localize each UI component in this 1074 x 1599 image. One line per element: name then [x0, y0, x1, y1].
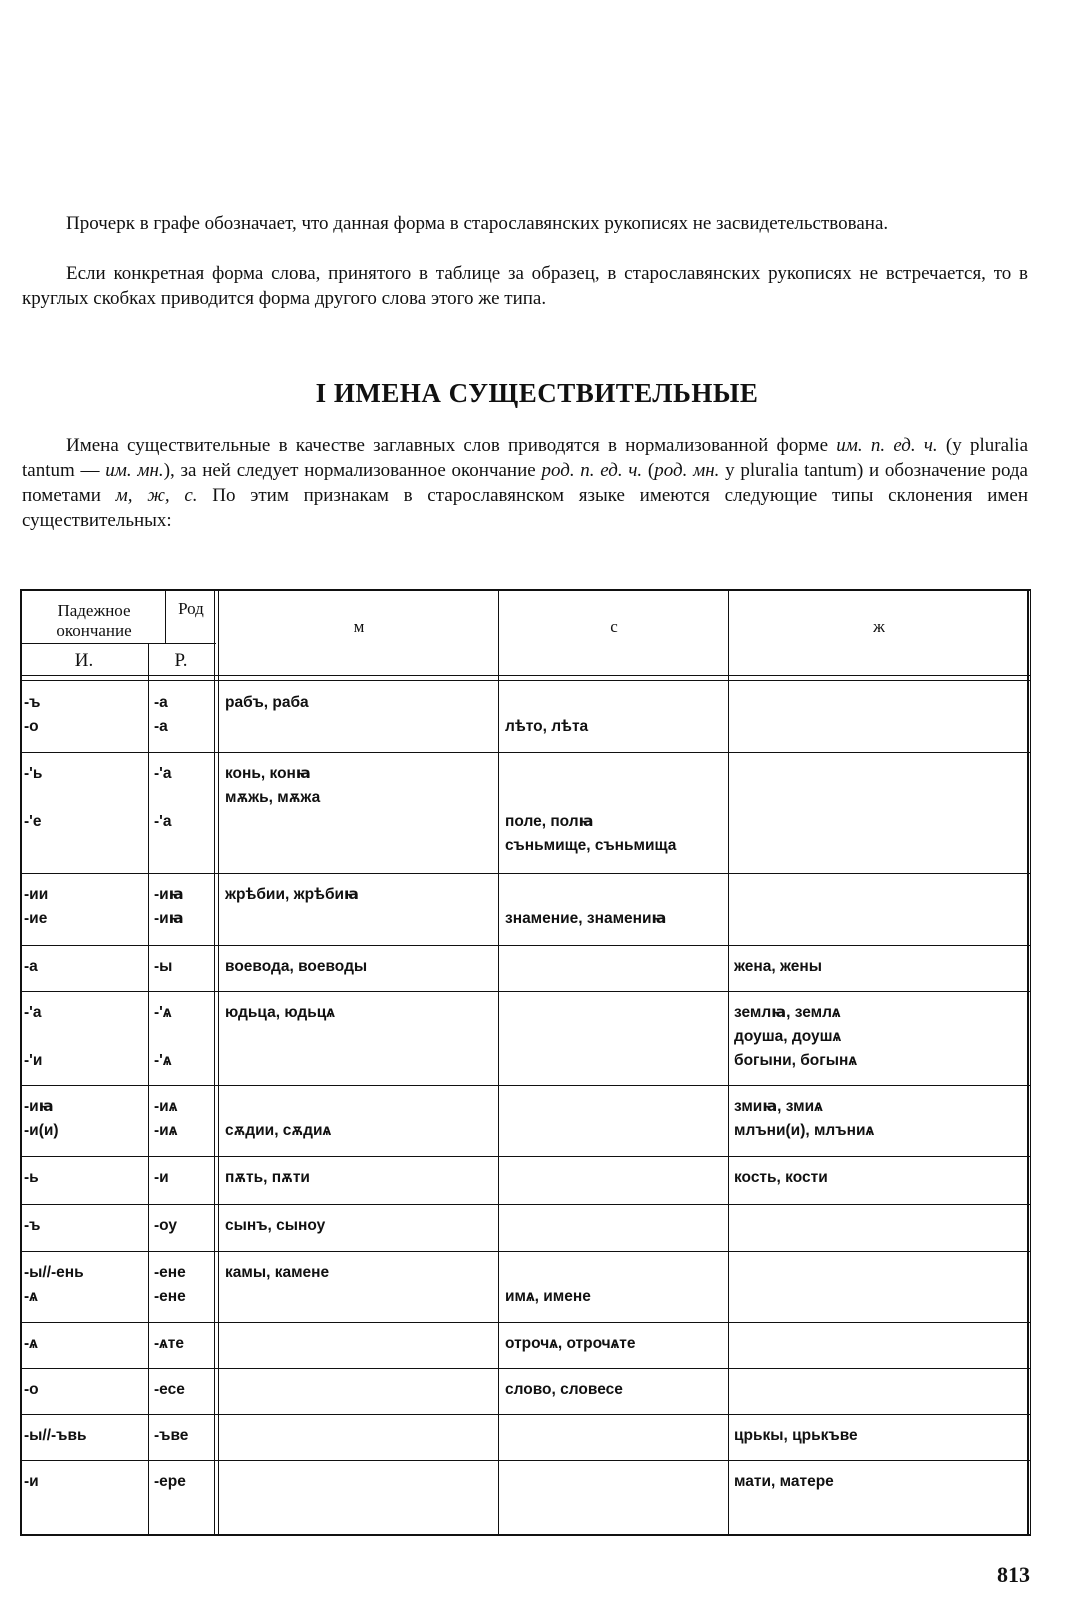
header-feminine: ж — [873, 617, 885, 636]
cell-nominative-ending: -ъ -о — [24, 694, 41, 735]
table-top-border — [20, 589, 1031, 591]
header-neuter: с — [610, 617, 618, 636]
table-left-border — [20, 589, 22, 1536]
cell-nominative-ending: -'ь -'е — [24, 765, 43, 830]
table-right-border-inner — [1027, 589, 1029, 1536]
cell-neuter-example: слово, словесе — [505, 1381, 623, 1398]
cell-masculine-example: жрѣбии, жрѣбиꙗ — [225, 886, 359, 903]
cell-neuter-example: отрочѧ, отрочѧте — [505, 1335, 636, 1352]
cell-neuter-example: знамение, знамениꙗ — [505, 910, 667, 927]
declension-table — [20, 589, 1031, 1536]
cell-masculine-example: пѫть, пѫти — [225, 1169, 310, 1186]
cell-genitive-ending: -оу — [154, 1217, 178, 1234]
cell-nominative-ending: -ы//-ъвь — [24, 1427, 87, 1444]
desc-text-5: у pluralia tantum) и обозначение рода пометами — [22, 460, 1028, 506]
row-divider — [20, 1322, 1031, 1323]
desc-em-5: м, ж, с. — [115, 485, 198, 506]
cell-genitive-ending: -иѧ -иѧ — [154, 1098, 178, 1139]
header-genitive: Р. — [174, 650, 188, 671]
row-divider — [20, 991, 1031, 992]
cell-genitive-ending: -а -а — [154, 694, 168, 735]
cell-masculine-example: сѫдии, сѫдиѧ — [225, 1122, 332, 1139]
row-divider — [20, 873, 1031, 874]
cell-nominative-ending: -ь — [24, 1169, 39, 1186]
cell-nominative-ending: -и — [24, 1473, 39, 1490]
row-divider — [20, 1368, 1031, 1369]
cell-genitive-ending: -ене -ене — [154, 1264, 186, 1305]
key-columns-divider-1 — [214, 589, 215, 1536]
cell-nominative-ending: -иꙗ -и(и) — [24, 1098, 59, 1139]
cell-genitive-ending: -и — [154, 1169, 169, 1186]
cell-neuter-example: лѣто, лѣта — [505, 718, 589, 735]
table-bottom-border — [20, 1534, 1031, 1536]
cell-nominative-ending: -о — [24, 1381, 39, 1398]
cell-genitive-ending: -'ѧ -'ѧ — [154, 1004, 172, 1069]
desc-text-2: (у pluralia tantum — — [22, 435, 1029, 481]
masc-neut-divider — [498, 589, 499, 1536]
row-divider — [20, 752, 1031, 753]
row-divider — [20, 1204, 1031, 1205]
section-title: I ИМЕНА СУЩЕСТВИТЕЛЬНЫЕ — [315, 378, 759, 408]
header-subdivider — [20, 643, 216, 644]
cell-nominative-ending: -ы//-ень -ѧ — [24, 1264, 84, 1305]
desc-em-4: род. мн. — [654, 460, 720, 481]
cell-neuter-example: поле, полꙗ съньмище, съньмища — [505, 813, 677, 854]
row-divider — [20, 1414, 1031, 1415]
header-masculine: м — [353, 617, 365, 636]
header-ending-gender-divider — [165, 589, 166, 644]
row-divider — [20, 1085, 1031, 1086]
description-paragraph — [22, 433, 1028, 533]
cell-feminine-example: мати, матере — [734, 1473, 834, 1490]
header-gender: Род — [178, 599, 204, 618]
cell-feminine-example: црькы, црькъве — [734, 1427, 858, 1444]
cell-genitive-ending: -ъве — [154, 1427, 189, 1444]
neut-fem-divider — [728, 589, 729, 1536]
desc-em-1: им. п. ед. ч. — [836, 435, 938, 456]
cell-genitive-ending: -ере — [154, 1473, 186, 1490]
cell-genitive-ending: -есе — [154, 1381, 185, 1398]
cell-masculine-example: камы, камене — [225, 1264, 330, 1281]
intro-paragraph-1-text: Прочерк в графе обозначает, что данная форма в старославянских рукописях не засвидетельствована. — [66, 213, 889, 234]
header-bottom-line-1 — [20, 675, 1031, 676]
cell-nominative-ending: -'а -'и — [24, 1004, 43, 1069]
cell-neuter-example: имѧ, имене — [505, 1288, 591, 1305]
row-divider — [20, 1460, 1031, 1461]
desc-text-1: Имена существительные в качестве заглавных слов приводятся в нормализованной форме — [66, 435, 837, 456]
row-divider — [20, 1156, 1031, 1157]
table-right-border-outer — [1030, 589, 1031, 1536]
cell-genitive-ending: -иꙗ -иꙗ — [154, 886, 184, 927]
row-divider — [20, 945, 1031, 946]
desc-em-3: род. п. ед. ч. — [541, 460, 643, 481]
cell-nominative-ending: -ѧ — [24, 1335, 38, 1352]
cell-nominative-ending: -ъ — [24, 1217, 41, 1234]
cell-nominative-ending: -а — [24, 958, 38, 975]
cell-genitive-ending: -ы — [154, 958, 173, 975]
header-bottom-line-2 — [20, 680, 1031, 681]
header-nominative: И. — [74, 650, 94, 671]
row-divider — [20, 1251, 1031, 1252]
cell-genitive-ending: -ѧте — [154, 1335, 184, 1352]
header-ending: Падежное окончание — [56, 601, 132, 640]
cell-feminine-example: жена, жены — [734, 958, 823, 975]
key-columns-divider-2 — [218, 589, 219, 1536]
intro-paragraph-2 — [22, 261, 1028, 311]
cell-masculine-example: рабъ, раба — [225, 694, 309, 711]
cell-genitive-ending: -'а -'а — [154, 765, 172, 830]
nom-gen-divider — [148, 644, 149, 1536]
cell-masculine-example: воевода, воеводы — [225, 958, 368, 975]
intro-paragraph-1 — [22, 211, 1028, 236]
cell-feminine-example: змиꙗ, змиѧ млъни(и), млъниѧ — [734, 1098, 875, 1139]
cell-feminine-example: землꙗ, землѧ доуша, доушѧ богыни, богынѧ — [734, 1004, 857, 1069]
intro-paragraph-2-text: Если конкретная форма слова, принятого в таблице за образец, в старославянских рукописях не встречается, то в круглых скобках приводится форма другого слова этого же типа. — [22, 263, 1028, 309]
cell-masculine-example: конь, конꙗ мѫжь, мѫжа — [225, 765, 321, 806]
page-number: 813 — [997, 1562, 1030, 1587]
desc-em-2: им. мн. — [105, 460, 164, 481]
cell-masculine-example: юдьца, юдьцѧ — [225, 1004, 335, 1021]
desc-text-3: ), за ней следует нормализованное окончание — [163, 460, 542, 481]
cell-feminine-example: кость, кости — [734, 1169, 828, 1186]
cell-nominative-ending: -ии -ие — [24, 886, 49, 927]
desc-text-4: ( — [642, 460, 655, 481]
desc-text-6: По этим признакам в старославянском языке имеются следующие типы склонения имен существительных: — [22, 485, 1028, 531]
cell-masculine-example: сынъ, сыноу — [225, 1217, 326, 1234]
